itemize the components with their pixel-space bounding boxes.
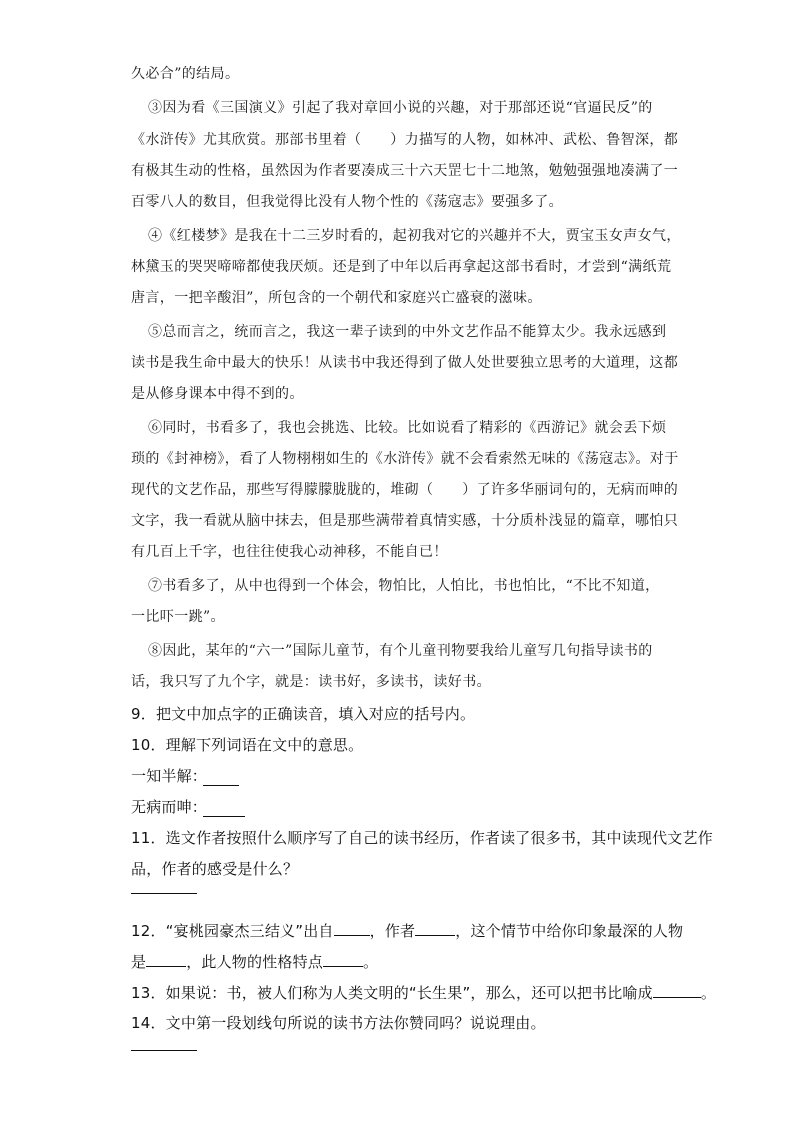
passage-line: 是从修身课本中得不到的。 <box>131 386 304 402</box>
passage-line: 百零八人的数目，但我觉得比没有人物个性的《荡寇志》要强多了。 <box>131 194 563 210</box>
question-11: 11．选文作者按照什么顺序写了自己的读书经历，作者读了很多书，其中读现代文艺作 <box>131 829 713 847</box>
passage-line: 现代的文艺作品，那些写得朦朦胧胧的，堆砌（ ）了许多华丽词句的，无病而呻的 <box>131 482 679 498</box>
passage-line: 话，我只写了九个字，就是：读书好，多读书，读好书。 <box>131 674 491 690</box>
question-12-text: 。 <box>363 953 379 971</box>
answer-blank[interactable] <box>653 982 701 998</box>
question-13-text: 13．如果说：书，被人们称为人类文明的“长生果”，那么，还可以把书比喻成 <box>131 984 653 1002</box>
passage-line: 文字，我一看就从脑中抹去，但是那些满带着真情实感，十分质朴浅显的篇章，哪怕只 <box>131 513 679 529</box>
question-10-item-b: 无病而呻： <box>131 798 208 816</box>
question-9: 9．把文中加点字的正确读音，填入对应的括号内。 <box>131 705 476 723</box>
passage-line: ⑧因此，某年的“六一”国际儿童节，有个儿童刊物要我给儿童写几句指导读书的 <box>148 643 653 659</box>
answer-blank[interactable] <box>203 785 239 786</box>
question-10-item-a: 一知半解： <box>131 767 208 785</box>
question-12-text: ，作者 <box>369 922 416 940</box>
passage-line: ③因为看《三国演义》引起了我对章回小说的兴趣，对于那部还说“官逼民反”的 <box>148 100 653 116</box>
question-11-cont: 品，作者的感受是什么？ <box>131 860 299 878</box>
answer-blank[interactable] <box>146 951 186 967</box>
question-10: 10．理解下列词语在文中的意思。 <box>131 736 364 754</box>
passage-line: 《水浒传》尤其欣赏。那部书里着（ ）力描写的人物，如林冲、武松、鲁智深，都 <box>131 132 679 148</box>
question-12-text: ，这个情节中给你印象最深的人物 <box>455 922 684 940</box>
passage-line: ⑤总而言之，统而言之，我这一辈子读到的中外文艺作品不能算太少。我永远感到 <box>148 324 667 340</box>
passage-line: 有几百上千字，也往往使我心动神移，不能自已！ <box>131 544 448 560</box>
passage-line: 唐言，一把辛酸泪”，所包含的一个朝代和家庭兴亡盛衰的滋味。 <box>131 290 542 306</box>
answer-blank[interactable] <box>131 893 197 894</box>
passage-line: ⑦书看多了，从中也得到一个体会，物怕比，人怕比，书也怕比，“不比不知道， <box>148 578 660 594</box>
passage-line: 读书是我生命中最大的快乐！从读书中我还得到了做人处世要独立思考的大道理，这都 <box>131 355 679 371</box>
question-14: 14．文中第一段划线句所说的读书方法你赞同吗？说说理由。 <box>131 1014 546 1032</box>
passage-line: 有极其生动的性格，虽然因为作者要凑成三十六天罡七十二地煞，勉勉强强地凑满了一 <box>131 163 679 179</box>
passage-line: 林黛玉的哭哭啼啼都使我厌烦。还是到了中年以后再拿起这部书看时，才尝到“满纸荒 <box>131 259 672 275</box>
question-12 <box>131 920 683 941</box>
question-13 <box>131 982 716 1003</box>
answer-blank[interactable] <box>415 920 455 936</box>
passage-line: ⑥同时，书看多了，我也会挑选、比较。比如说看了精彩的《西游记》就会丢下烦 <box>148 420 667 436</box>
passage-line: 琐的《封神榜》，看了人物栩栩如生的《水浒传》就不会看索然无味的《荡寇志》。对于 <box>131 451 679 467</box>
passage-line: ④《红楼梦》是我在十二三岁时看的，起初我对它的兴趣并不大，贾宝玉女声女气， <box>148 228 681 244</box>
answer-blank[interactable] <box>323 951 363 967</box>
answer-blank[interactable] <box>334 920 370 936</box>
question-12-text: 12．“宴桃园豪杰三结义”出自 <box>131 922 334 940</box>
passage-line: 一比吓一跳”。 <box>131 609 225 625</box>
question-12-text: ，此人物的性格特点 <box>186 953 324 971</box>
question-12-text: 是 <box>131 953 147 971</box>
answer-blank[interactable] <box>203 816 245 817</box>
answer-blank[interactable] <box>131 1050 197 1051</box>
passage-line: 久必合”的结局。 <box>131 66 240 82</box>
question-12-cont <box>131 951 378 972</box>
question-13-text: 。 <box>700 984 717 1002</box>
